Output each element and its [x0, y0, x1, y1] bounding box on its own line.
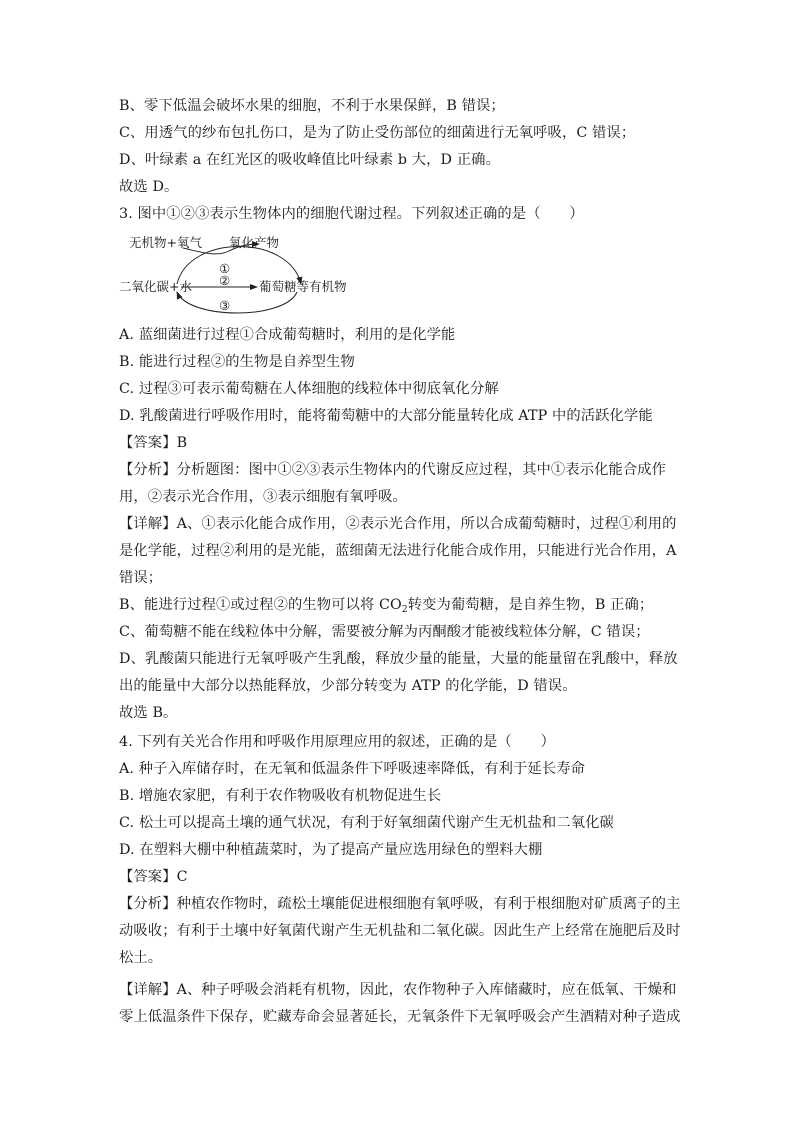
co2-suffix: 转变为葡萄糖，是自养生物，B 正确；: [407, 597, 654, 613]
metabolism-diagram: [119, 228, 359, 320]
option-d: D. 在塑料大棚中种植蔬菜时，为了提高产量应选用绿色的塑料大棚: [119, 842, 543, 858]
option-c: C. 松土可以提高土壤的通气状况，有利于好氧细菌代谢产生无机盐和二氧化碳: [119, 815, 614, 831]
text-line-co2: [119, 595, 679, 615]
text-line: 错误；: [119, 570, 163, 586]
diagram-mark-1: ①: [219, 261, 231, 276]
process-3-arrow: [177, 292, 297, 313]
option-a: A. 蓝细菌进行过程①合成葡萄糖时，利用的是化学能: [119, 327, 456, 343]
text-line: 出的能量中大部分以热能释放，少部分转变为 ATP 的化学能，D 错误。: [119, 678, 577, 694]
co2-prefix: B、能进行过程①或过程②的生物可以将 CO: [119, 597, 402, 613]
diagram-mark-3: ③: [219, 298, 231, 313]
diagram-label-oxidation-product: 氧化产物: [229, 235, 280, 250]
option-c: C. 过程③可表示葡萄糖在人体细胞的线粒体中彻底氧化分解: [119, 381, 499, 397]
option-a: A. 种子入库储存时，在无氧和低温条件下呼吸速率降低，有利于延长寿命: [119, 761, 586, 777]
diagram-label-inorganic-oxygen: 无机物+氧气: [129, 235, 202, 250]
text-line: 故选 D。: [119, 179, 179, 195]
answer-line: 【答案】B: [119, 435, 188, 451]
text-line: C、葡萄糖不能在线粒体中分解，需要被分解为丙酮酸才能被线粒体分解，C 错误；: [119, 624, 650, 640]
option-b: B. 增施农家肥，有利于农作物吸收有机物促进生长: [119, 788, 442, 804]
text-line: 松土。: [119, 950, 163, 966]
text-line: 【详解】A、①表示化能合成作用，②表示光合作用，所以合成葡萄糖时，过程①利用的: [119, 516, 677, 532]
text-line: 是化学能，过程②利用的是光能，蓝细菌无法进行化能合成作用，只能进行光合作用，A: [119, 543, 677, 559]
co2-subscript: 2: [401, 605, 408, 615]
diagram-mark-2: ②: [219, 273, 231, 288]
text-line: 【分析】种植农作物时，疏松土壤能促进根细胞有氧呼吸，有利于根细胞对矿质离子的主: [119, 896, 681, 912]
text-line: D、叶绿素 a 在红光区的吸收峰值比叶绿素 b 大，D 正确。: [119, 152, 500, 168]
text-line: 动吸收；有利于土壤中好氧菌代谢产生无机盐和二氧化碳。因此生产上经常在施肥后及时: [119, 923, 681, 939]
diagram-label-glucose: 葡萄糖等有机物: [259, 279, 347, 294]
text-line: 【详解】A、种子呼吸会消耗有机物，因此，农作物种子入库储藏时，应在低氧、干燥和: [119, 982, 677, 998]
question-4-stem: 4. 下列有关光合作用和呼吸作用原理应用的叙述，正确的是（ ）: [119, 734, 555, 750]
text-line: B、零下低温会破坏水果的细胞，不利于水果保鲜，B 错误；: [119, 98, 505, 114]
text-line: 零上低温条件下保存，贮藏寿命会显著延长，无氧条件下无氧呼吸会产生酒精对种子造成: [119, 1009, 681, 1025]
answer-line: 【答案】C: [119, 869, 188, 885]
text-line: 【分析】分析题图：图中①②③表示生物体内的代谢反应过程，其中①表示化能合成作: [119, 462, 667, 478]
text-line: C、用透气的纱布包扎伤口，是为了防止受伤部位的细菌进行无氧呼吸，C 错误；: [119, 125, 636, 141]
question-3-stem: 3. 图中①②③表示生物体内的细胞代谢过程。下列叙述正确的是（ ）: [119, 206, 584, 222]
option-b: B. 能进行过程②的生物是自养型生物: [119, 354, 355, 370]
text-line: 故选 B。: [119, 705, 178, 721]
text-line: D、乳酸菌只能进行无氧呼吸产生乳酸，释放少量的能量，大量的能量留在乳酸中，释放: [119, 651, 678, 667]
diagram-label-co2-water: 二氧化碳+水: [119, 279, 192, 294]
text-line: 用，②表示光合作用，③表示细胞有氧呼吸。: [119, 489, 407, 505]
option-d: D. 乳酸菌进行呼吸作用时，能将葡萄糖中的大部分能量转化成 ATP 中的活跃化学能: [119, 408, 653, 424]
